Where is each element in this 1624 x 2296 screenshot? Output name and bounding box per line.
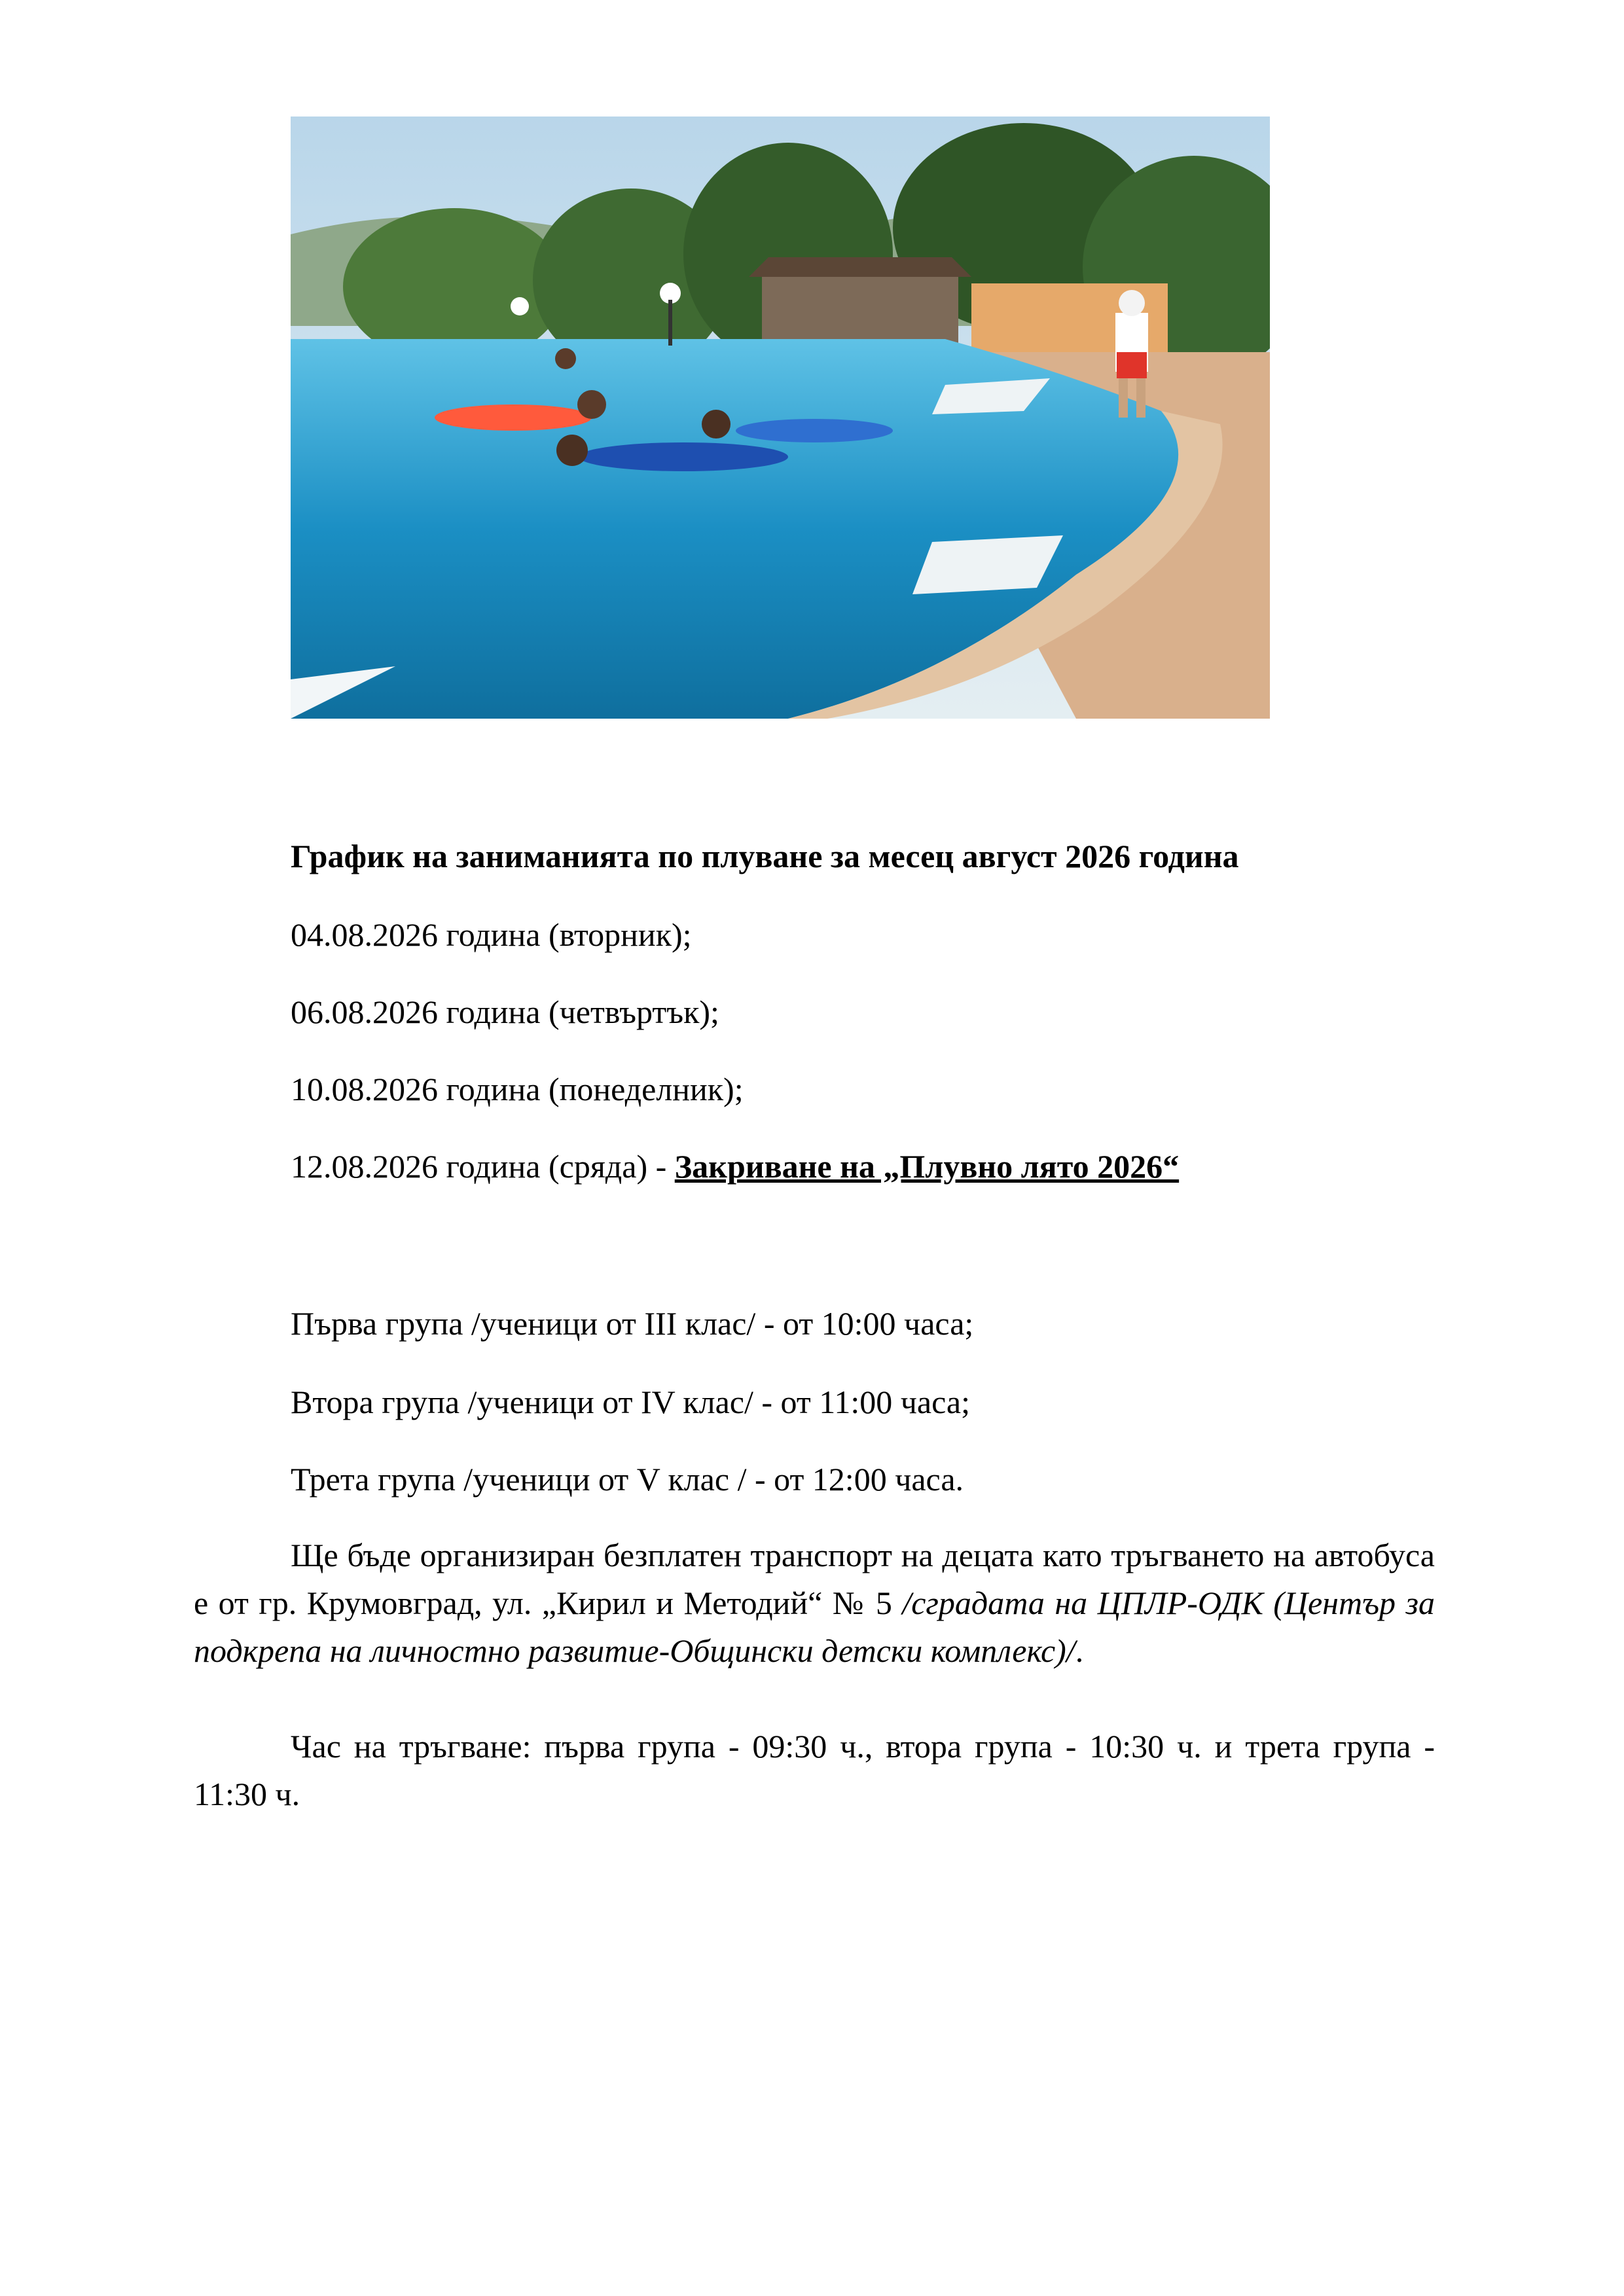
date-text: 12.08.2026 година (сряда) - — [291, 1148, 675, 1185]
pool-photo-icon — [291, 117, 1270, 719]
transport-text: Ще бъде организиран безплатен транспорт на децата като тръгването на автобуса е от гр. Крумовград, ул. „Кирил и Методий“ № 5 — [194, 1537, 1435, 1621]
transport-paragraph — [194, 1532, 1435, 1675]
schedule-heading: График на заниманията по плуване за месец август 2026 година — [291, 838, 1239, 874]
date-item: 06.08.2026 година (четвъртък); — [291, 994, 719, 1030]
date-item: 04.08.2026 година (вторник); — [291, 916, 692, 953]
transport-end: . — [1075, 1632, 1084, 1669]
group-item: Първа група /ученици от III клас/ - от 10:00 часа; — [291, 1305, 974, 1342]
group-item: Трета група /ученици от V клас / - от 12:00 часа. — [291, 1461, 964, 1498]
date-item: 10.08.2026 година (понеделник); — [291, 1071, 744, 1107]
departure-paragraph: Час на тръгване: първа група - 09:30 ч., втора група - 10:30 ч. и трета група - 11:30 ч. — [194, 1728, 1435, 1812]
date-item — [291, 1147, 1179, 1186]
pool-photo — [291, 117, 1270, 719]
transport-location: /сградата на ЦПЛР-ОДК (Център за подкрепа на личностно развитие-Общински детски комплекс)/ — [194, 1585, 1435, 1669]
closing-event: Закриване на „Плувно лято 2026“ — [674, 1148, 1180, 1185]
group-item: Втора група /ученици от IV клас/ - от 11:00 часа; — [291, 1384, 970, 1420]
